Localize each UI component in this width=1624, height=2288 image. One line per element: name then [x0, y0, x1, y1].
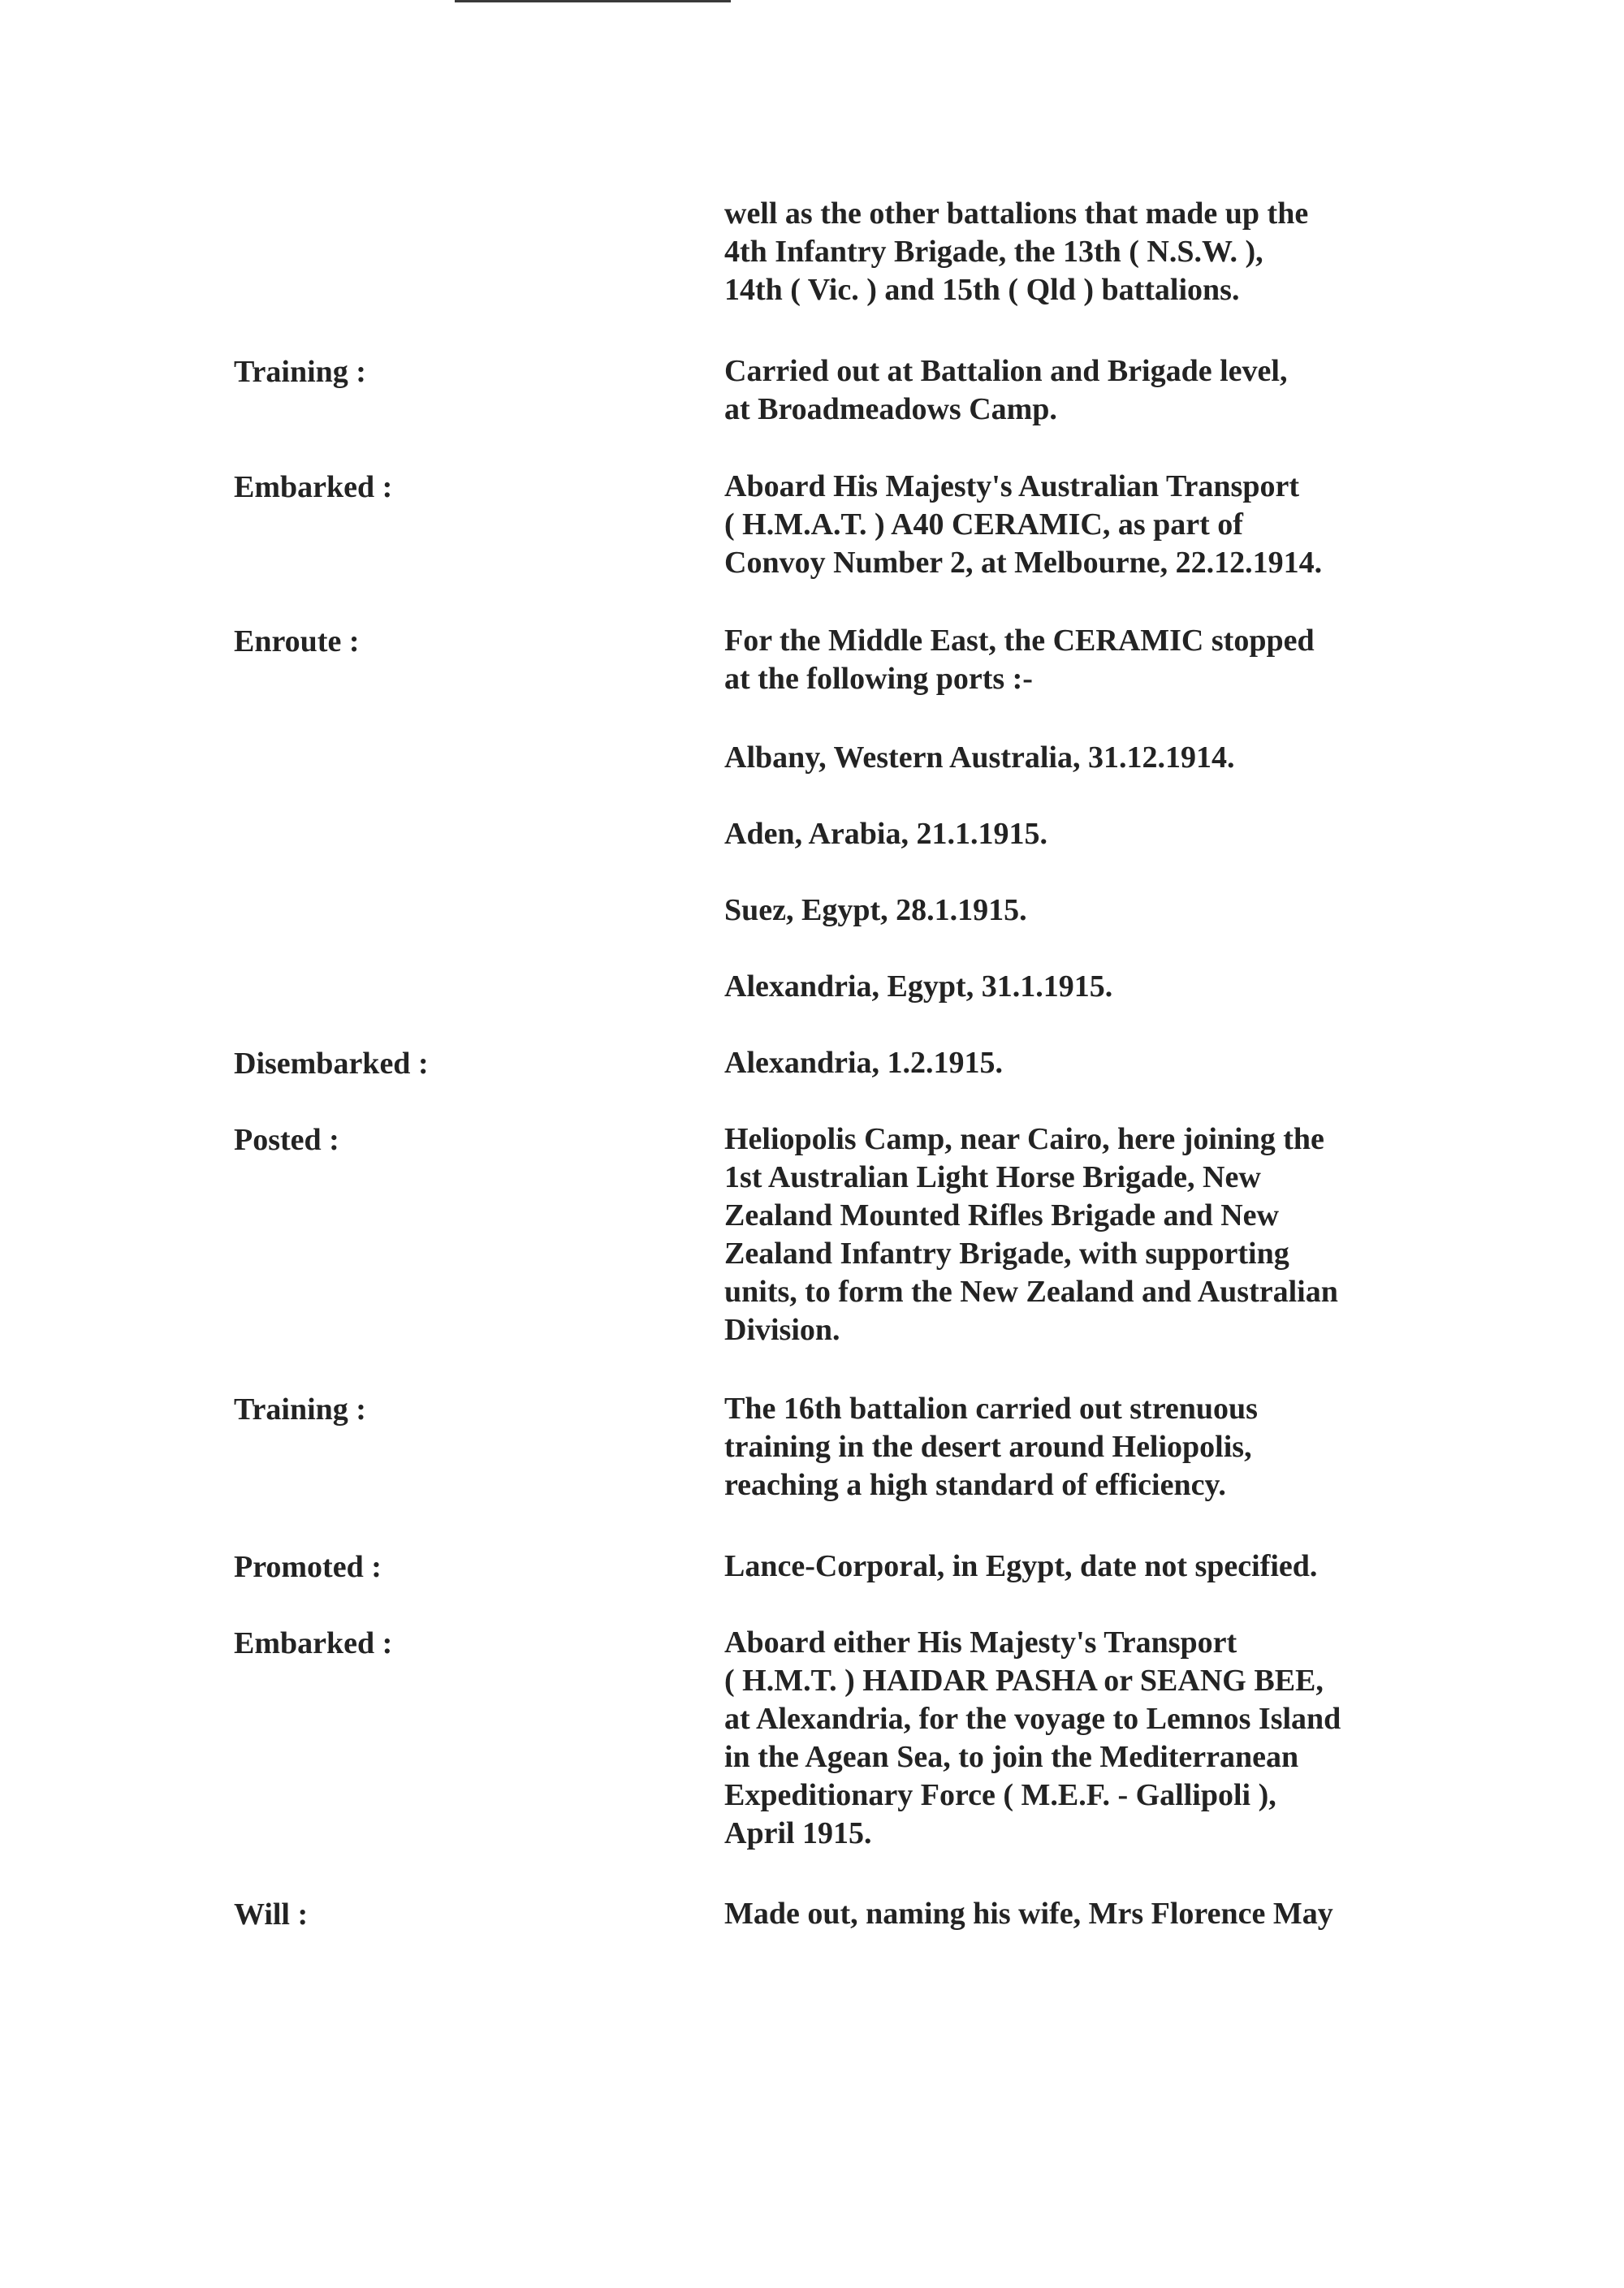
- text-line: April 1915.: [724, 1816, 872, 1850]
- entry-text: [724, 815, 1553, 853]
- text-line: Expeditionary Force ( M.E.F. - Gallipoli ),: [724, 1778, 1276, 1812]
- text-line: Alexandria, 1.2.1915.: [724, 1046, 1004, 1080]
- entry-text: [724, 1390, 1553, 1504]
- entry-text: [724, 1120, 1553, 1349]
- entry-text: [724, 739, 1553, 777]
- text-line: at Alexandria, for the voyage to Lemnos Island: [724, 1702, 1341, 1736]
- entry-text: [724, 468, 1553, 582]
- text-line: Alexandria, Egypt, 31.1.1915.: [724, 969, 1113, 1004]
- text-line: ( H.M.A.T. ) A40 CERAMIC, as part of: [724, 507, 1243, 542]
- text-line: Aboard His Majesty's Australian Transport: [724, 469, 1299, 503]
- text-line: Division.: [724, 1313, 840, 1347]
- entry-label: Enroute :: [234, 624, 360, 658]
- text-line: ( H.M.T. ) HAIDAR PASHA or SEANG BEE,: [724, 1664, 1324, 1698]
- text-line: Convoy Number 2, at Melbourne, 22.12.1914.: [724, 546, 1323, 580]
- text-line: training in the desert around Heliopolis,: [724, 1430, 1252, 1464]
- text-line: Suez, Egypt, 28.1.1915.: [724, 893, 1027, 927]
- entry-label: Promoted :: [234, 1550, 382, 1584]
- text-line: The 16th battalion carried out strenuous: [724, 1392, 1258, 1426]
- text-line: 14th ( Vic. ) and 15th ( Qld ) battalions.: [724, 273, 1240, 307]
- entry-text: [724, 1548, 1553, 1586]
- entry-text: [724, 968, 1553, 1006]
- text-line: Heliopolis Camp, near Cairo, here joining the: [724, 1122, 1324, 1156]
- text-line: in the Agean Sea, to join the Mediterranean: [724, 1740, 1299, 1774]
- text-line: well as the other battalions that made up the: [724, 196, 1309, 231]
- text-line: Zealand Mounted Rifles Brigade and New: [724, 1198, 1279, 1232]
- entry-label: Training :: [234, 355, 366, 389]
- text-line: reaching a high standard of efficiency.: [724, 1468, 1226, 1502]
- entry-text: [724, 195, 1553, 309]
- text-line: Aboard either His Majesty's Transport: [724, 1625, 1237, 1660]
- entry-text: [724, 891, 1553, 930]
- entry-text: [724, 352, 1553, 429]
- text-line: Zealand Infantry Brigade, with supporting: [724, 1237, 1289, 1271]
- text-line: For the Middle East, the CERAMIC stopped: [724, 624, 1315, 658]
- entry-label: Embarked :: [234, 470, 393, 504]
- entry-text: [724, 622, 1553, 698]
- entry-text: [724, 1044, 1553, 1082]
- text-line: Carried out at Battalion and Brigade level,: [724, 354, 1288, 388]
- text-line: Aden, Arabia, 21.1.1915.: [724, 817, 1047, 851]
- text-line: 1st Australian Light Horse Brigade, New: [724, 1160, 1261, 1194]
- text-line: at Broadmeadows Camp.: [724, 392, 1057, 426]
- text-line: Made out, naming his wife, Mrs Florence May: [724, 1897, 1333, 1931]
- text-line: Lance-Corporal, in Egypt, date not specified.: [724, 1549, 1318, 1583]
- entry-label: Posted :: [234, 1123, 339, 1157]
- entry-text: [724, 1895, 1553, 1933]
- entry-text: [724, 1624, 1553, 1853]
- top-edge-rule: [455, 0, 731, 2]
- text-line: Albany, Western Australia, 31.12.1914.: [724, 740, 1235, 775]
- text-line: units, to form the New Zealand and Australian: [724, 1275, 1338, 1309]
- text-line: at the following ports :-: [724, 662, 1033, 696]
- text-line: 4th Infantry Brigade, the 13th ( N.S.W. ),: [724, 235, 1263, 269]
- entry-label: Training :: [234, 1392, 366, 1427]
- entry-label: Disembarked :: [234, 1047, 429, 1081]
- entry-label: Embarked :: [234, 1626, 393, 1660]
- entry-label: Will :: [234, 1897, 309, 1932]
